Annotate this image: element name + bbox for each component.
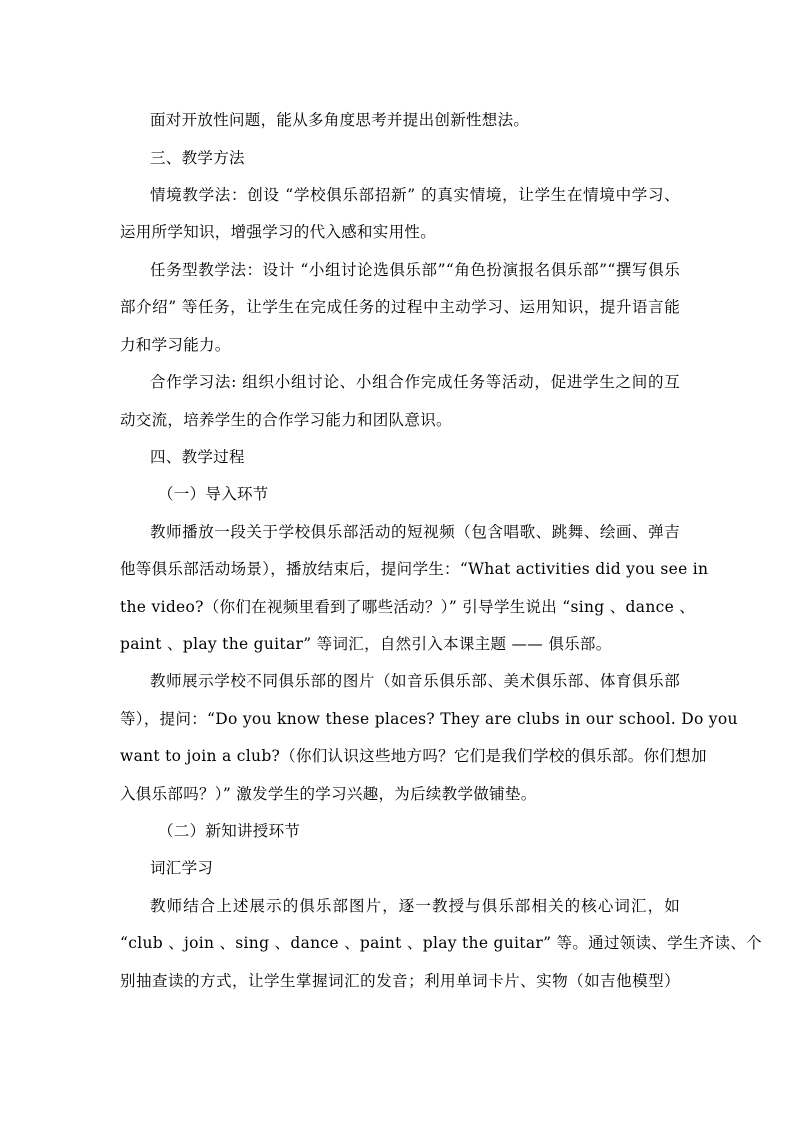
paragraph-line: 入俱乐部吗？）” 激发学生的学习兴趣，为后续教学做铺垫。 [120, 785, 537, 803]
paragraph-line: 部介绍” 等任务，让学生在完成任务的过程中主动学习、运用知识，提升语言能 [120, 298, 680, 316]
paragraph-line: 教师播放一段关于学校俱乐部活动的短视频（包含唱歌、跳舞、绘画、弹吉 [150, 523, 680, 541]
paragraph-line: 运用所学知识，增强学习的代入感和实用性。 [120, 223, 437, 241]
paragraph-line: 面对开放性问题，能从多角度思考并提出创新性想法。 [150, 111, 530, 129]
subsection-heading: （一）导入环节 [158, 485, 269, 503]
paragraph-line: 情境教学法：创设 “学校俱乐部招新” 的真实情境，让学生在情境中学习、 [150, 186, 680, 204]
section-heading: 三、教学方法 [150, 149, 245, 167]
paragraph-line: 等），提问：“Do you know these places? They are clubs in our school. Do you [120, 710, 738, 728]
paragraph-line: 教师结合上述展示的俱乐部图片，逐一教授与俱乐部相关的核心词汇，如 [150, 897, 680, 915]
paragraph-line: “club 、join 、sing 、dance 、paint 、play the guitar” 等。通过领读、学生齐读、个 [120, 934, 762, 952]
paragraph-line: 动交流，培养学生的合作学习能力和团队意识。 [120, 411, 452, 429]
section-heading: 四、教学过程 [150, 448, 245, 466]
paragraph-line: paint 、play the guitar” 等词汇，自然引入本课主题 —— 俱乐部。 [120, 635, 612, 653]
paragraph-line: 别抽查读的方式，让学生掌握词汇的发音；利用单词卡片、实物（如吉他模型） [120, 972, 680, 990]
subsection-heading: （二）新知讲授环节 [158, 822, 301, 840]
paragraph-line: want to join a club?（你们认识这些地方吗？它们是我们学校的俱乐部。你们想加 [120, 747, 707, 765]
paragraph-line: 任务型教学法：设计 “小组讨论选俱乐部”“角色扮演报名俱乐部”“撰写俱乐 [150, 261, 680, 279]
subsection-heading: 词汇学习 [150, 859, 214, 877]
paragraph-line: 他等俱乐部活动场景），播放结束后，提问学生：“What activities did you see in [120, 560, 709, 578]
paragraph-line: 力和学习能力。 [120, 336, 231, 354]
paragraph-line: 教师展示学校不同俱乐部的图片（如音乐俱乐部、美术俱乐部、体育俱乐部 [150, 672, 680, 690]
paragraph-line: the video?（你们在视频里看到了哪些活动？）” 引导学生说出 “sing 、dance 、 [120, 598, 696, 616]
paragraph-line: 合作学习法: 组织小组讨论、小组合作完成任务等活动，促进学生之间的互 [150, 373, 680, 391]
